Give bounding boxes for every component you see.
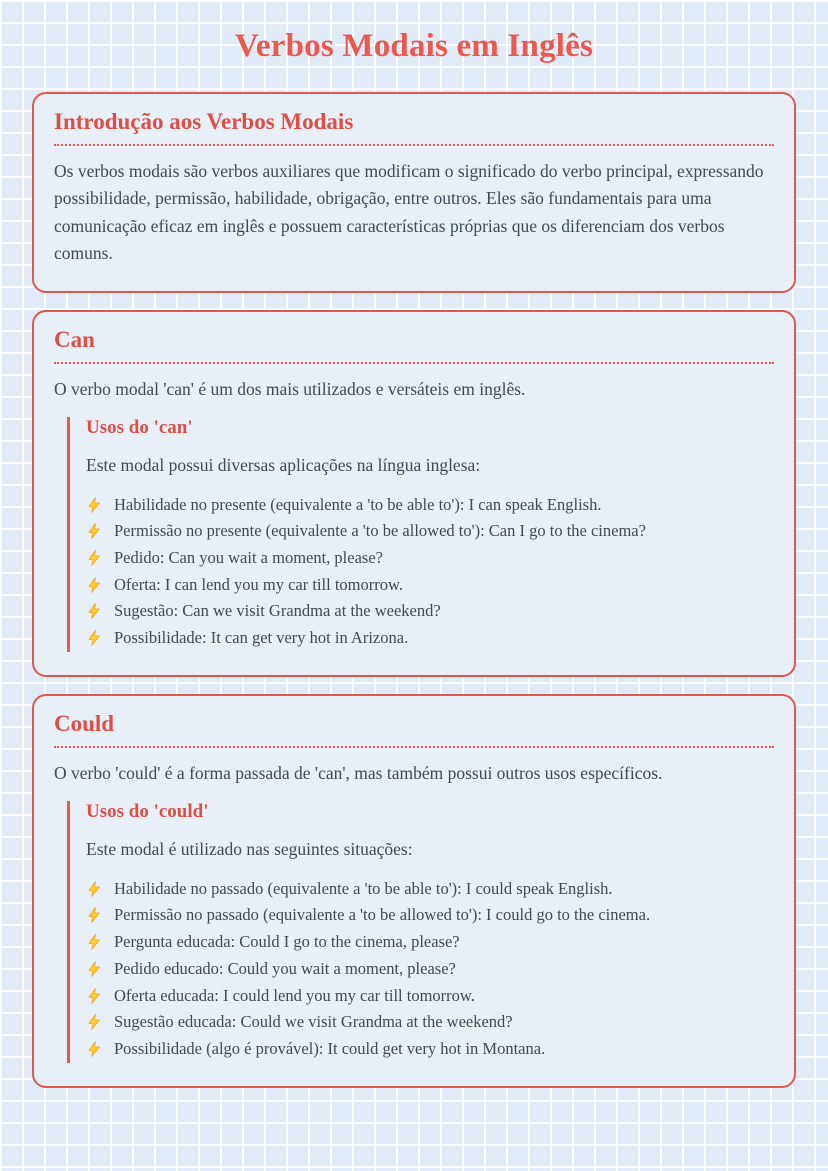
list-item-text: Permissão no passado (equivalente a 'to be allowed to'): I could go to the cinema.: [114, 905, 651, 925]
list-item-text: Sugestão: Can we visit Grandma at the weekend?: [114, 601, 441, 621]
section-intro-text: O verbo 'could' é a forma passada de 'can', mas também possui outros usos específicos.: [54, 762, 663, 783]
list-item: [86, 625, 774, 652]
list-item: [86, 929, 774, 956]
lightning-bolt-icon: [86, 577, 102, 593]
list-item: [86, 902, 774, 929]
list-item: [86, 518, 774, 545]
list-item: [86, 983, 774, 1010]
list-item: [86, 492, 774, 519]
section-could: [32, 694, 796, 1088]
lightning-bolt-icon: [86, 988, 102, 1004]
usage-list-can: [86, 492, 774, 652]
lightning-bolt-icon: [86, 907, 102, 923]
lightning-bolt-icon: [86, 523, 102, 539]
section-can: [32, 310, 796, 677]
lightning-bolt-icon: [86, 1014, 102, 1030]
subsection-usos-can: [67, 417, 774, 652]
subsection-lead: Este modal possui diversas aplicações na língua inglesa:: [86, 455, 481, 476]
list-item: [86, 1036, 774, 1063]
subsection-heading: Usos do 'can': [86, 417, 193, 439]
list-item-text: Possibilidade: It can get very hot in Arizona.: [114, 628, 409, 648]
lightning-bolt-icon: [86, 961, 102, 977]
list-item-text: Permissão no presente (equivalente a 'to be allowed to'): Can I go to the cinema?: [114, 521, 646, 541]
lightning-bolt-icon: [86, 497, 102, 513]
section-introducao: [32, 92, 796, 293]
list-item: [86, 598, 774, 625]
lightning-bolt-icon: [86, 550, 102, 566]
list-item: [86, 545, 774, 572]
list-item-text: Habilidade no presente (equivalente a 'to be able to'): I can speak English.: [114, 494, 602, 514]
list-item: [86, 1009, 774, 1036]
list-item-text: Pedido: Can you wait a moment, please?: [114, 548, 383, 568]
list-item-text: Pergunta educada: Could I go to the cinema, please?: [114, 932, 460, 952]
list-item-text: Oferta educada: I could lend you my car till tomorrow.: [114, 985, 475, 1005]
list-item-text: Sugestão educada: Could we visit Grandma at the weekend?: [114, 1012, 513, 1032]
list-item-text: Pedido educado: Could you wait a moment, please?: [114, 958, 456, 978]
section-intro-text: O verbo modal 'can' é um dos mais utilizados e versáteis em inglês.: [54, 378, 526, 399]
list-item: [86, 956, 774, 983]
subsection-usos-could: [67, 801, 774, 1062]
subsection-lead: Este modal é utilizado nas seguintes situações:: [86, 839, 413, 860]
section-heading-could: Could: [54, 711, 774, 748]
list-item-text: Possibilidade (algo é provável): It could get very hot in Montana.: [114, 1038, 546, 1058]
list-item: [86, 572, 774, 599]
usage-list-could: [86, 876, 774, 1063]
section-heading-introducao: Introdução aos Verbos Modais: [54, 109, 774, 146]
subsection-heading: Usos do 'could': [86, 801, 209, 823]
lightning-bolt-icon: [86, 881, 102, 897]
lightning-bolt-icon: [86, 934, 102, 950]
list-item-text: Oferta: I can lend you my car till tomorrow.: [114, 574, 403, 594]
section-heading-can: Can: [54, 327, 774, 364]
lightning-bolt-icon: [86, 630, 102, 646]
lightning-bolt-icon: [86, 603, 102, 619]
lightning-bolt-icon: [86, 1041, 102, 1057]
page-title: Verbos Modais em Inglês: [234, 28, 594, 64]
list-item: [86, 876, 774, 903]
list-item-text: Habilidade no passado (equivalente a 'to be able to'): I could speak English.: [114, 878, 613, 898]
section-intro-text: Os verbos modais são verbos auxiliares que modificam o significado do verbo principal, expressando possibilidade, permissão, habilidade, obrigação, entre outros. Eles são fundamentais para uma comunicação eficaz em inglês e possuem características próprias que os diferenciam dos verbos comuns.: [54, 161, 764, 264]
